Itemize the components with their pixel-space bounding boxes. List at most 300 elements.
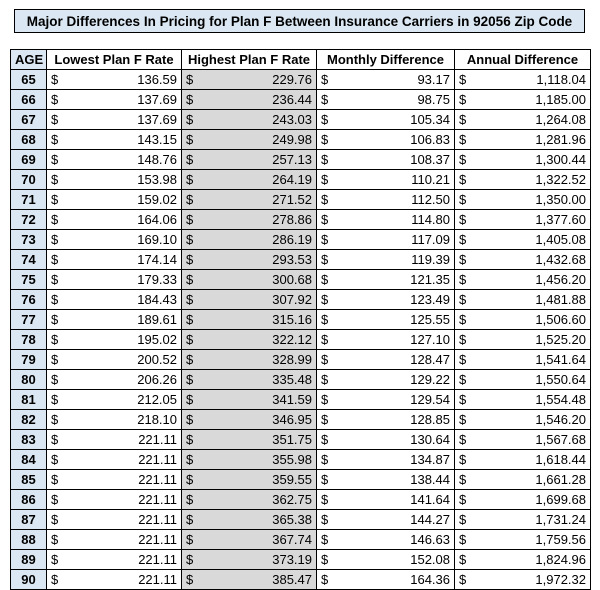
- amount-value: 221.11: [138, 432, 177, 447]
- currency-symbol: $: [51, 112, 59, 127]
- lowest-rate-cell: [47, 470, 182, 490]
- amount-value: 1,350.00: [535, 192, 586, 207]
- currency-symbol: $: [51, 312, 59, 327]
- currency-symbol: $: [459, 172, 467, 187]
- header-age: AGE: [11, 50, 47, 70]
- currency-symbol: $: [51, 372, 59, 387]
- amount-value: 1,322.52: [535, 172, 586, 187]
- table-row: [11, 450, 591, 470]
- table-row: [11, 70, 591, 90]
- annual-difference-cell: [455, 530, 591, 550]
- amount-value: 117.09: [411, 232, 450, 247]
- monthly-difference-cell: [317, 430, 455, 450]
- annual-difference-cell: [455, 170, 591, 190]
- annual-difference-cell: [455, 190, 591, 210]
- amount-value: 1,824.96: [535, 552, 586, 567]
- currency-symbol: $: [459, 372, 467, 387]
- currency-symbol: $: [186, 352, 194, 367]
- currency-symbol: $: [51, 392, 59, 407]
- currency-symbol: $: [459, 472, 467, 487]
- currency-symbol: $: [321, 152, 329, 167]
- currency-symbol: $: [459, 392, 467, 407]
- amount-value: 127.10: [410, 332, 450, 347]
- highest-rate-cell: [182, 150, 317, 170]
- amount-value: 106.83: [410, 132, 450, 147]
- lowest-rate-cell: [47, 490, 182, 510]
- amount-value: 286.19: [272, 232, 312, 247]
- highest-rate-cell: [182, 570, 317, 590]
- amount-value: 200.52: [137, 352, 177, 367]
- currency-symbol: $: [51, 572, 59, 587]
- monthly-difference-cell: [317, 290, 455, 310]
- currency-symbol: $: [51, 192, 59, 207]
- amount-value: 1,481.88: [535, 292, 586, 307]
- monthly-difference-cell: [317, 210, 455, 230]
- amount-value: 1,118.04: [536, 72, 586, 87]
- monthly-difference-cell: [317, 510, 455, 530]
- amount-value: 221.11: [138, 572, 177, 587]
- highest-rate-cell: [182, 130, 317, 150]
- amount-value: 278.86: [272, 212, 312, 227]
- monthly-difference-cell: [317, 150, 455, 170]
- highest-rate-cell: [182, 410, 317, 430]
- highest-rate-cell: [182, 330, 317, 350]
- amount-value: 1,550.64: [535, 372, 586, 387]
- table-row: [11, 330, 591, 350]
- table-row: [11, 410, 591, 430]
- lowest-rate-cell: [47, 550, 182, 570]
- age-cell: 67: [11, 110, 47, 130]
- currency-symbol: $: [321, 472, 329, 487]
- annual-difference-cell: [455, 430, 591, 450]
- amount-value: 1,759.56: [535, 532, 586, 547]
- amount-value: 141.64: [410, 492, 450, 507]
- currency-symbol: $: [51, 132, 59, 147]
- currency-symbol: $: [51, 412, 59, 427]
- lowest-rate-cell: [47, 210, 182, 230]
- currency-symbol: $: [321, 532, 329, 547]
- currency-symbol: $: [186, 92, 194, 107]
- monthly-difference-cell: [317, 470, 455, 490]
- monthly-difference-cell: [317, 230, 455, 250]
- currency-symbol: $: [321, 232, 329, 247]
- currency-symbol: $: [459, 132, 467, 147]
- table-row: [11, 270, 591, 290]
- amount-value: 138.44: [410, 472, 450, 487]
- annual-difference-cell: [455, 470, 591, 490]
- lowest-rate-cell: [47, 190, 182, 210]
- annual-difference-cell: [455, 570, 591, 590]
- currency-symbol: $: [186, 232, 194, 247]
- currency-symbol: $: [51, 472, 59, 487]
- amount-value: 1,731.24: [535, 512, 586, 527]
- monthly-difference-cell: [317, 250, 455, 270]
- currency-symbol: $: [186, 412, 194, 427]
- amount-value: 1,554.48: [535, 392, 586, 407]
- age-cell: 70: [11, 170, 47, 190]
- annual-difference-cell: [455, 70, 591, 90]
- header-annual-difference: Annual Difference: [455, 50, 591, 70]
- age-cell: 87: [11, 510, 47, 530]
- amount-value: 148.76: [137, 152, 177, 167]
- age-cell: 82: [11, 410, 47, 430]
- lowest-rate-cell: [47, 570, 182, 590]
- amount-value: 365.38: [272, 512, 312, 527]
- amount-value: 271.52: [272, 192, 312, 207]
- currency-symbol: $: [459, 252, 467, 267]
- currency-symbol: $: [459, 232, 467, 247]
- currency-symbol: $: [321, 92, 329, 107]
- amount-value: 341.59: [272, 392, 312, 407]
- currency-symbol: $: [51, 432, 59, 447]
- currency-symbol: $: [51, 72, 59, 87]
- table-body: [11, 70, 591, 590]
- highest-rate-cell: [182, 170, 317, 190]
- currency-symbol: $: [186, 252, 194, 267]
- amount-value: 335.48: [272, 372, 312, 387]
- highest-rate-cell: [182, 250, 317, 270]
- currency-symbol: $: [186, 572, 194, 587]
- lowest-rate-cell: [47, 330, 182, 350]
- currency-symbol: $: [51, 272, 59, 287]
- amount-value: 1,432.68: [535, 252, 586, 267]
- monthly-difference-cell: [317, 410, 455, 430]
- age-cell: 71: [11, 190, 47, 210]
- currency-symbol: $: [51, 172, 59, 187]
- currency-symbol: $: [51, 212, 59, 227]
- currency-symbol: $: [186, 212, 194, 227]
- monthly-difference-cell: [317, 550, 455, 570]
- highest-rate-cell: [182, 270, 317, 290]
- currency-symbol: $: [321, 392, 329, 407]
- currency-symbol: $: [321, 252, 329, 267]
- currency-symbol: $: [321, 492, 329, 507]
- age-cell: 65: [11, 70, 47, 90]
- currency-symbol: $: [186, 372, 194, 387]
- age-cell: 69: [11, 150, 47, 170]
- currency-symbol: $: [186, 292, 194, 307]
- table-row: [11, 210, 591, 230]
- lowest-rate-cell: [47, 150, 182, 170]
- monthly-difference-cell: [317, 270, 455, 290]
- monthly-difference-cell: [317, 350, 455, 370]
- currency-symbol: $: [186, 532, 194, 547]
- currency-symbol: $: [51, 452, 59, 467]
- table-row: [11, 370, 591, 390]
- currency-symbol: $: [186, 272, 194, 287]
- highest-rate-cell: [182, 190, 317, 210]
- highest-rate-cell: [182, 490, 317, 510]
- amount-value: 1,264.08: [535, 112, 586, 127]
- amount-value: 1,377.60: [535, 212, 586, 227]
- currency-symbol: $: [321, 552, 329, 567]
- monthly-difference-cell: [317, 450, 455, 470]
- currency-symbol: $: [459, 332, 467, 347]
- currency-symbol: $: [321, 72, 329, 87]
- highest-rate-cell: [182, 110, 317, 130]
- currency-symbol: $: [459, 512, 467, 527]
- table-row: [11, 470, 591, 490]
- currency-symbol: $: [459, 272, 467, 287]
- currency-symbol: $: [51, 332, 59, 347]
- amount-value: 128.47: [410, 352, 450, 367]
- amount-value: 221.11: [138, 472, 177, 487]
- currency-symbol: $: [459, 532, 467, 547]
- amount-value: 1,546.20: [535, 412, 586, 427]
- currency-symbol: $: [321, 172, 329, 187]
- monthly-difference-cell: [317, 330, 455, 350]
- amount-value: 164.36: [410, 572, 450, 587]
- lowest-rate-cell: [47, 110, 182, 130]
- currency-symbol: $: [186, 392, 194, 407]
- amount-value: 315.16: [272, 312, 312, 327]
- table-row: [11, 130, 591, 150]
- table-row: [11, 190, 591, 210]
- amount-value: 179.33: [137, 272, 177, 287]
- currency-symbol: $: [321, 352, 329, 367]
- annual-difference-cell: [455, 270, 591, 290]
- highest-rate-cell: [182, 290, 317, 310]
- age-cell: 76: [11, 290, 47, 310]
- highest-rate-cell: [182, 550, 317, 570]
- amount-value: 1,456.20: [535, 272, 586, 287]
- annual-difference-cell: [455, 550, 591, 570]
- age-cell: 88: [11, 530, 47, 550]
- lowest-rate-cell: [47, 70, 182, 90]
- amount-value: 184.43: [137, 292, 177, 307]
- annual-difference-cell: [455, 490, 591, 510]
- header-monthly-difference: Monthly Difference: [317, 50, 455, 70]
- table-row: [11, 510, 591, 530]
- table-row: [11, 550, 591, 570]
- amount-value: 257.13: [272, 152, 312, 167]
- currency-symbol: $: [321, 432, 329, 447]
- amount-value: 189.61: [137, 312, 177, 327]
- currency-symbol: $: [51, 252, 59, 267]
- amount-value: 351.75: [272, 432, 312, 447]
- currency-symbol: $: [459, 72, 467, 87]
- amount-value: 236.44: [272, 92, 312, 107]
- currency-symbol: $: [459, 312, 467, 327]
- lowest-rate-cell: [47, 230, 182, 250]
- monthly-difference-cell: [317, 90, 455, 110]
- monthly-difference-cell: [317, 170, 455, 190]
- currency-symbol: $: [51, 152, 59, 167]
- amount-value: 206.26: [137, 372, 177, 387]
- monthly-difference-cell: [317, 70, 455, 90]
- monthly-difference-cell: [317, 390, 455, 410]
- currency-symbol: $: [459, 572, 467, 587]
- highest-rate-cell: [182, 470, 317, 490]
- monthly-difference-cell: [317, 190, 455, 210]
- highest-rate-cell: [182, 390, 317, 410]
- table-row: [11, 310, 591, 330]
- amount-value: 152.08: [410, 552, 450, 567]
- currency-symbol: $: [321, 112, 329, 127]
- amount-value: 123.49: [410, 292, 450, 307]
- amount-value: 93.17: [417, 72, 450, 87]
- currency-symbol: $: [186, 172, 194, 187]
- lowest-rate-cell: [47, 270, 182, 290]
- currency-symbol: $: [321, 132, 329, 147]
- currency-symbol: $: [459, 212, 467, 227]
- currency-symbol: $: [321, 312, 329, 327]
- amount-value: 112.50: [411, 192, 450, 207]
- lowest-rate-cell: [47, 250, 182, 270]
- amount-value: 367.74: [272, 532, 312, 547]
- currency-symbol: $: [459, 92, 467, 107]
- amount-value: 1,541.64: [535, 352, 586, 367]
- amount-value: 1,618.44: [535, 452, 586, 467]
- monthly-difference-cell: [317, 570, 455, 590]
- amount-value: 108.37: [410, 152, 450, 167]
- amount-value: 129.54: [410, 392, 450, 407]
- currency-symbol: $: [459, 432, 467, 447]
- amount-value: 98.75: [417, 92, 450, 107]
- currency-symbol: $: [459, 452, 467, 467]
- amount-value: 221.11: [138, 512, 177, 527]
- amount-value: 174.14: [137, 252, 177, 267]
- amount-value: 328.99: [272, 352, 312, 367]
- age-cell: 85: [11, 470, 47, 490]
- currency-symbol: $: [186, 472, 194, 487]
- amount-value: 110.21: [411, 172, 450, 187]
- currency-symbol: $: [51, 232, 59, 247]
- pricing-table: [10, 49, 591, 590]
- currency-symbol: $: [186, 152, 194, 167]
- age-cell: 84: [11, 450, 47, 470]
- currency-symbol: $: [186, 112, 194, 127]
- table-row: [11, 250, 591, 270]
- currency-symbol: $: [459, 412, 467, 427]
- amount-value: 1,300.44: [535, 152, 586, 167]
- currency-symbol: $: [186, 512, 194, 527]
- highest-rate-cell: [182, 90, 317, 110]
- amount-value: 1,567.68: [535, 432, 586, 447]
- lowest-rate-cell: [47, 290, 182, 310]
- amount-value: 300.68: [272, 272, 312, 287]
- amount-value: 146.63: [410, 532, 450, 547]
- amount-value: 362.75: [272, 492, 312, 507]
- currency-symbol: $: [186, 332, 194, 347]
- currency-symbol: $: [51, 92, 59, 107]
- highest-rate-cell: [182, 430, 317, 450]
- lowest-rate-cell: [47, 410, 182, 430]
- age-cell: 68: [11, 130, 47, 150]
- annual-difference-cell: [455, 310, 591, 330]
- annual-difference-cell: [455, 150, 591, 170]
- amount-value: 307.92: [272, 292, 312, 307]
- amount-value: 128.85: [410, 412, 450, 427]
- lowest-rate-cell: [47, 350, 182, 370]
- amount-value: 293.53: [272, 252, 312, 267]
- highest-rate-cell: [182, 230, 317, 250]
- amount-value: 1,185.00: [535, 92, 586, 107]
- currency-symbol: $: [51, 292, 59, 307]
- header-highest-rate: Highest Plan F Rate: [182, 50, 317, 70]
- table-title: Major Differences In Pricing for Plan F Between Insurance Carriers in 92056 Zip Code: [14, 9, 585, 33]
- table-row: [11, 490, 591, 510]
- currency-symbol: $: [51, 532, 59, 547]
- currency-symbol: $: [321, 292, 329, 307]
- currency-symbol: $: [321, 332, 329, 347]
- age-cell: 66: [11, 90, 47, 110]
- highest-rate-cell: [182, 510, 317, 530]
- amount-value: 322.12: [272, 332, 312, 347]
- currency-symbol: $: [321, 452, 329, 467]
- amount-value: 1,525.20: [535, 332, 586, 347]
- amount-value: 221.11: [138, 452, 177, 467]
- currency-symbol: $: [186, 552, 194, 567]
- annual-difference-cell: [455, 130, 591, 150]
- table-row: [11, 230, 591, 250]
- currency-symbol: $: [321, 572, 329, 587]
- age-cell: 89: [11, 550, 47, 570]
- age-cell: 75: [11, 270, 47, 290]
- currency-symbol: $: [51, 352, 59, 367]
- monthly-difference-cell: [317, 370, 455, 390]
- amount-value: 136.59: [137, 72, 177, 87]
- annual-difference-cell: [455, 250, 591, 270]
- age-cell: 77: [11, 310, 47, 330]
- lowest-rate-cell: [47, 450, 182, 470]
- currency-symbol: $: [186, 452, 194, 467]
- currency-symbol: $: [459, 192, 467, 207]
- lowest-rate-cell: [47, 390, 182, 410]
- monthly-difference-cell: [317, 310, 455, 330]
- currency-symbol: $: [186, 132, 194, 147]
- currency-symbol: $: [186, 192, 194, 207]
- amount-value: 153.98: [137, 172, 177, 187]
- amount-value: 114.80: [411, 212, 450, 227]
- amount-value: 143.15: [137, 132, 177, 147]
- annual-difference-cell: [455, 210, 591, 230]
- lowest-rate-cell: [47, 430, 182, 450]
- amount-value: 1,699.68: [535, 492, 586, 507]
- annual-difference-cell: [455, 90, 591, 110]
- amount-value: 134.87: [410, 452, 450, 467]
- age-cell: 81: [11, 390, 47, 410]
- amount-value: 264.19: [272, 172, 312, 187]
- monthly-difference-cell: [317, 130, 455, 150]
- lowest-rate-cell: [47, 130, 182, 150]
- amount-value: 119.39: [411, 252, 450, 267]
- amount-value: 212.05: [137, 392, 177, 407]
- table-row: [11, 110, 591, 130]
- amount-value: 218.10: [137, 412, 177, 427]
- table-row: [11, 290, 591, 310]
- annual-difference-cell: [455, 230, 591, 250]
- age-cell: 83: [11, 430, 47, 450]
- table-row: [11, 430, 591, 450]
- annual-difference-cell: [455, 350, 591, 370]
- amount-value: 130.64: [410, 432, 450, 447]
- age-cell: 78: [11, 330, 47, 350]
- currency-symbol: $: [459, 112, 467, 127]
- currency-symbol: $: [459, 292, 467, 307]
- currency-symbol: $: [321, 412, 329, 427]
- currency-symbol: $: [459, 492, 467, 507]
- highest-rate-cell: [182, 350, 317, 370]
- amount-value: 1,972.32: [535, 572, 586, 587]
- amount-value: 359.55: [272, 472, 312, 487]
- monthly-difference-cell: [317, 110, 455, 130]
- header-row: [11, 50, 591, 70]
- currency-symbol: $: [321, 372, 329, 387]
- amount-value: 1,661.28: [535, 472, 586, 487]
- amount-value: 373.19: [272, 552, 312, 567]
- currency-symbol: $: [321, 272, 329, 287]
